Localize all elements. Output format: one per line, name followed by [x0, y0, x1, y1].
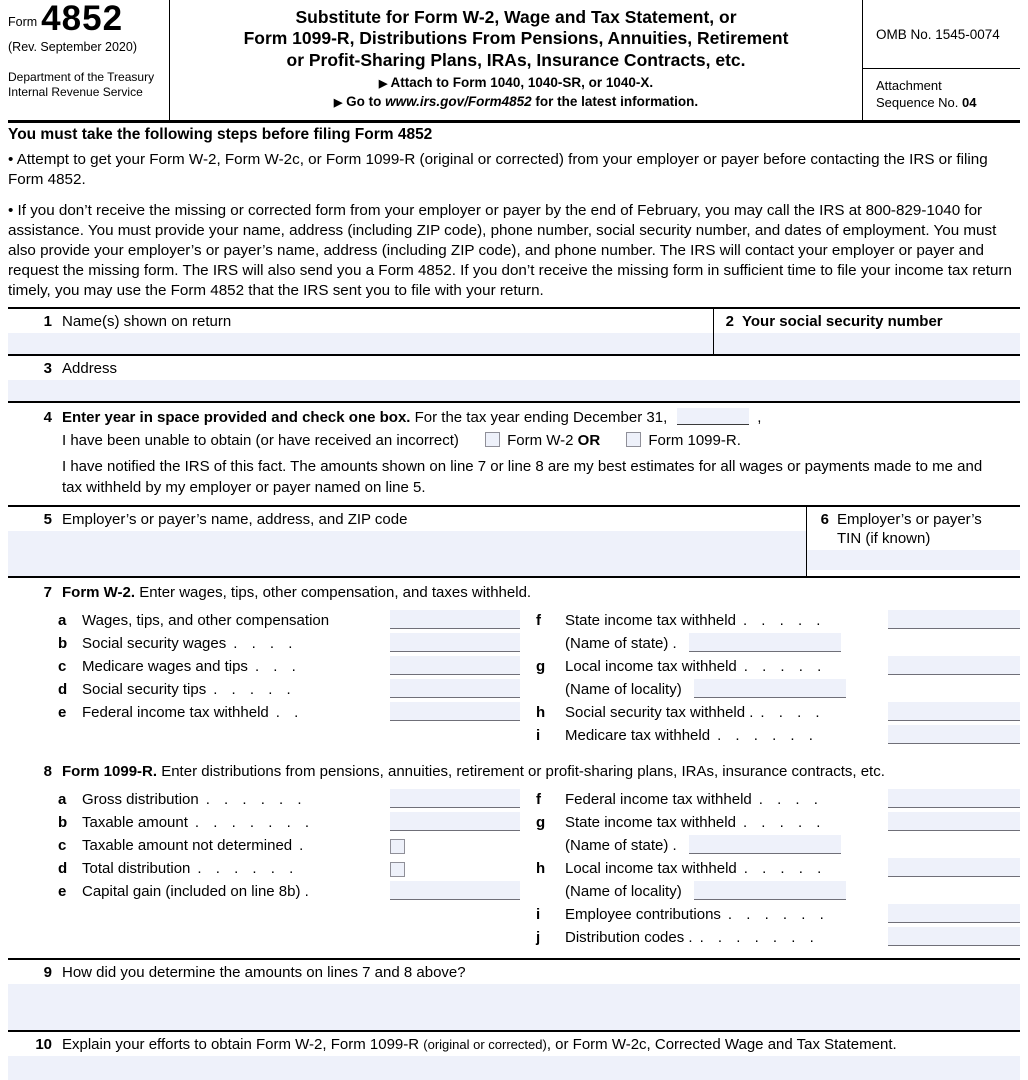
revision-date: (Rev. September 2020) [8, 39, 137, 54]
line2-input[interactable] [714, 333, 1020, 354]
steps-bullet-2: • If you don’t receive the missing or corrected form from your employer or payer by the end of February, you may call the IRS at 800-829-1040 for assistance. You must provide your name, address (including ZIP code), phone number, social security number, and dates of employment. You must also provide your employer’s or payer’s name, address (including ZIP code), and phone number. The IRS will contact your employer or payer and request the missing form. The IRS will also send you a Form 4852. If you don’t receive the missing form in sufficient time to file your income tax return timely, you may use the Form 4852 that the IRS sent you to file with your return. [8, 202, 1012, 299]
line7a-input[interactable] [390, 610, 520, 629]
row-line1-line2 [8, 307, 1020, 354]
line7-desc: Enter wages, tips, other compensation, and taxes withheld. [135, 584, 532, 601]
line8-item-f: f Federal income tax withheld . . . . [536, 785, 1020, 808]
form-word: Form [8, 14, 38, 29]
line8b-input[interactable] [390, 812, 520, 831]
line8a-input[interactable] [390, 789, 520, 808]
line5-cell [8, 507, 806, 576]
line7d-input[interactable] [390, 679, 520, 698]
form-title: Substitute for Form W-2, Wage and Tax Statement, or Form 1099-R, Distributions From Pensions, Annuities, Retirement or Profit-Sharing Plans, IRAs, Insurance Contracts, etc. [243, 7, 789, 70]
line2-cell [713, 309, 1020, 354]
line7i-input[interactable] [888, 725, 1020, 744]
attachment-sequence: Attachment Sequence No. 04 [876, 78, 977, 110]
steps-notice [8, 123, 1020, 307]
row-line3 [8, 354, 1020, 401]
line8g-state-input[interactable] [689, 835, 841, 854]
line10-input[interactable] [8, 1056, 1020, 1080]
line5-label: Employer’s or payer’s name, address, and ZIP code [62, 511, 408, 528]
line7-item-a: a Wages, tips, and other compensation [8, 606, 520, 629]
row-line5-line6 [8, 505, 1020, 576]
line7-item-g: g Local income tax withheld . . . . . [536, 652, 1020, 675]
line7-number: 7 [43, 584, 52, 601]
line8-item-j: j Distribution codes . . . . . . . . [536, 923, 1020, 946]
line8-item-i: i Employee contributions . . . . . . [536, 900, 1020, 923]
line8-item-c: c Taxable amount not determined . [8, 831, 520, 854]
form-header [8, 0, 1020, 123]
right-arrow-icon: ▶ [333, 97, 343, 110]
line7-item-c: c Medicare wages and tips . . . [8, 652, 520, 675]
line4-w2-label: Form W-2 [507, 432, 578, 449]
line3-label: Address [62, 360, 118, 377]
line8-item-h: h Local income tax withheld . . . . . [536, 854, 1020, 877]
row-line4 [8, 401, 1020, 505]
line8e-input[interactable] [390, 881, 520, 900]
line8-number: 8 [43, 763, 52, 780]
steps-bullet-1: • Attempt to get your Form W-2, Form W-2c, or Form 1099-R (original or corrected) from your employer or payer before contacting the IRS or filing Form 4852. [8, 151, 988, 188]
attach-instruction: ▶ Attach to Form 1040, 1040-SR, or 1040-X. [378, 75, 654, 91]
line2-label: Your social security number [742, 313, 943, 330]
line8c-checkbox[interactable] [390, 839, 405, 854]
irs-url: www.irs.gov/Form4852 [385, 94, 532, 110]
line8-left-column [8, 785, 520, 946]
line7-title: Form W-2. [62, 584, 136, 601]
line7-left-column [8, 606, 520, 744]
form-title-block [170, 0, 862, 120]
line8f-input[interactable] [888, 789, 1020, 808]
line8-state-name: (Name of state) . [536, 831, 1020, 854]
line7g-input[interactable] [888, 656, 1020, 675]
line4-bold-label: Enter year in space provided and check one box. [62, 409, 411, 426]
line4-number: 4 [43, 409, 52, 426]
line8h-input[interactable] [888, 858, 1020, 877]
line5-number: 5 [43, 511, 52, 528]
line8-item-a: a Gross distribution . . . . . . [8, 785, 520, 808]
line7f-input[interactable] [888, 610, 1020, 629]
line5-input[interactable] [8, 531, 806, 576]
line2-number: 2 [725, 313, 734, 330]
line7e-input[interactable] [390, 702, 520, 721]
line8d-checkbox[interactable] [390, 862, 405, 877]
line6-input[interactable] [807, 550, 1020, 570]
line7-item-f: f State income tax withheld . . . . . [536, 606, 1020, 629]
goto-instruction: ▶ Go to www.irs.gov/Form4852 for the latest information. [333, 94, 699, 110]
line4-1099r-label: Form 1099-R. [648, 432, 741, 449]
line4-comma: , [757, 409, 762, 426]
line1-number: 1 [43, 313, 52, 330]
line9-input[interactable] [8, 984, 1020, 1030]
line8-locality-name: (Name of locality) [536, 877, 1020, 900]
line8i-input[interactable] [888, 904, 1020, 923]
line7-item-h: h Social security tax withheld . . . . . [536, 698, 1020, 721]
line7-item-e: e Federal income tax withheld . . [8, 698, 520, 721]
steps-heading: You must take the following steps before filing Form 4852 [8, 126, 433, 143]
form-identity-block [8, 0, 170, 120]
line4-unable-text: I have been unable to obtain (or have received an incorrect) [62, 432, 459, 449]
line8-item-e: e Capital gain (included on line 8b) . [8, 877, 520, 900]
line7-locality-name: (Name of locality) [536, 675, 1020, 698]
line6-label: Employer’s or payer’s TIN (if known) [837, 511, 982, 547]
line9-label: How did you determine the amounts on lines 7 and 8 above? [62, 964, 466, 981]
line8-right-column [520, 785, 1020, 946]
line3-input[interactable] [8, 380, 1020, 401]
line8g-input[interactable] [888, 812, 1020, 831]
omb-block [862, 0, 1020, 120]
line7g-locality-input[interactable] [694, 679, 846, 698]
line8-item-b: b Taxable amount . . . . . . . [8, 808, 520, 831]
line8-title: Form 1099-R. [62, 763, 158, 780]
line8h-locality-input[interactable] [694, 881, 846, 900]
line9-number: 9 [43, 964, 52, 981]
line8-item-d: d Total distribution . . . . . . [8, 854, 520, 877]
form-number: 4852 [41, 0, 124, 38]
line6-cell [806, 507, 1020, 576]
line4-w2-checkbox[interactable] [485, 432, 500, 447]
agency-name: Department of the Treasury Internal Revenue Service [8, 69, 155, 99]
row-line10 [8, 1030, 1020, 1080]
row-line8 [8, 757, 1020, 958]
line7-item-i: i Medicare tax withheld . . . . . . [536, 721, 1020, 744]
line7h-input[interactable] [888, 702, 1020, 721]
line4-or-label: OR [577, 432, 601, 449]
line10-number: 10 [35, 1036, 52, 1053]
line10-label: Explain your efforts to obtain Form W-2, Form 1099-R (original or corrected), or Form W-2c, Corrected Wage and Tax Statement. [62, 1036, 897, 1053]
line3-number: 3 [43, 360, 52, 377]
line7f-state-input[interactable] [689, 633, 841, 652]
line8j-input[interactable] [888, 927, 1020, 946]
line1-label: Name(s) shown on return [62, 313, 232, 330]
line4-1099r-checkbox[interactable] [626, 432, 641, 447]
line7-state-name: (Name of state) . [536, 629, 1020, 652]
line7-right-column [520, 606, 1020, 744]
line1-input[interactable] [8, 333, 713, 354]
line1-cell [8, 309, 713, 354]
line7c-input[interactable] [390, 656, 520, 675]
form-4852-page [8, 0, 1020, 1080]
line4-notified-text: I have notified the IRS of this fact. The amounts shown on line 7 or line 8 are my best estimates for all wages or payments made to me and tax withheld by my employer or payer named on line 5. [62, 458, 983, 496]
omb-number: OMB No. 1545-0074 [863, 0, 1020, 69]
row-line9 [8, 958, 1020, 1030]
right-arrow-icon: ▶ [378, 78, 388, 91]
line8-item-g: g State income tax withheld . . . . . [536, 808, 1020, 831]
line4-lead-text: For the tax year ending December 31, [410, 409, 668, 426]
line7-item-d: d Social security tips . . . . . [8, 675, 520, 698]
line6-number: 6 [820, 511, 829, 528]
line7-item-b: b Social security wages . . . . [8, 629, 520, 652]
line8-desc: Enter distributions from pensions, annuities, retirement or profit-sharing plans, IRAs, insurance contracts, etc. [157, 763, 885, 780]
line4-year-input[interactable] [677, 408, 749, 425]
row-line7 [8, 576, 1020, 757]
line7b-input[interactable] [390, 633, 520, 652]
